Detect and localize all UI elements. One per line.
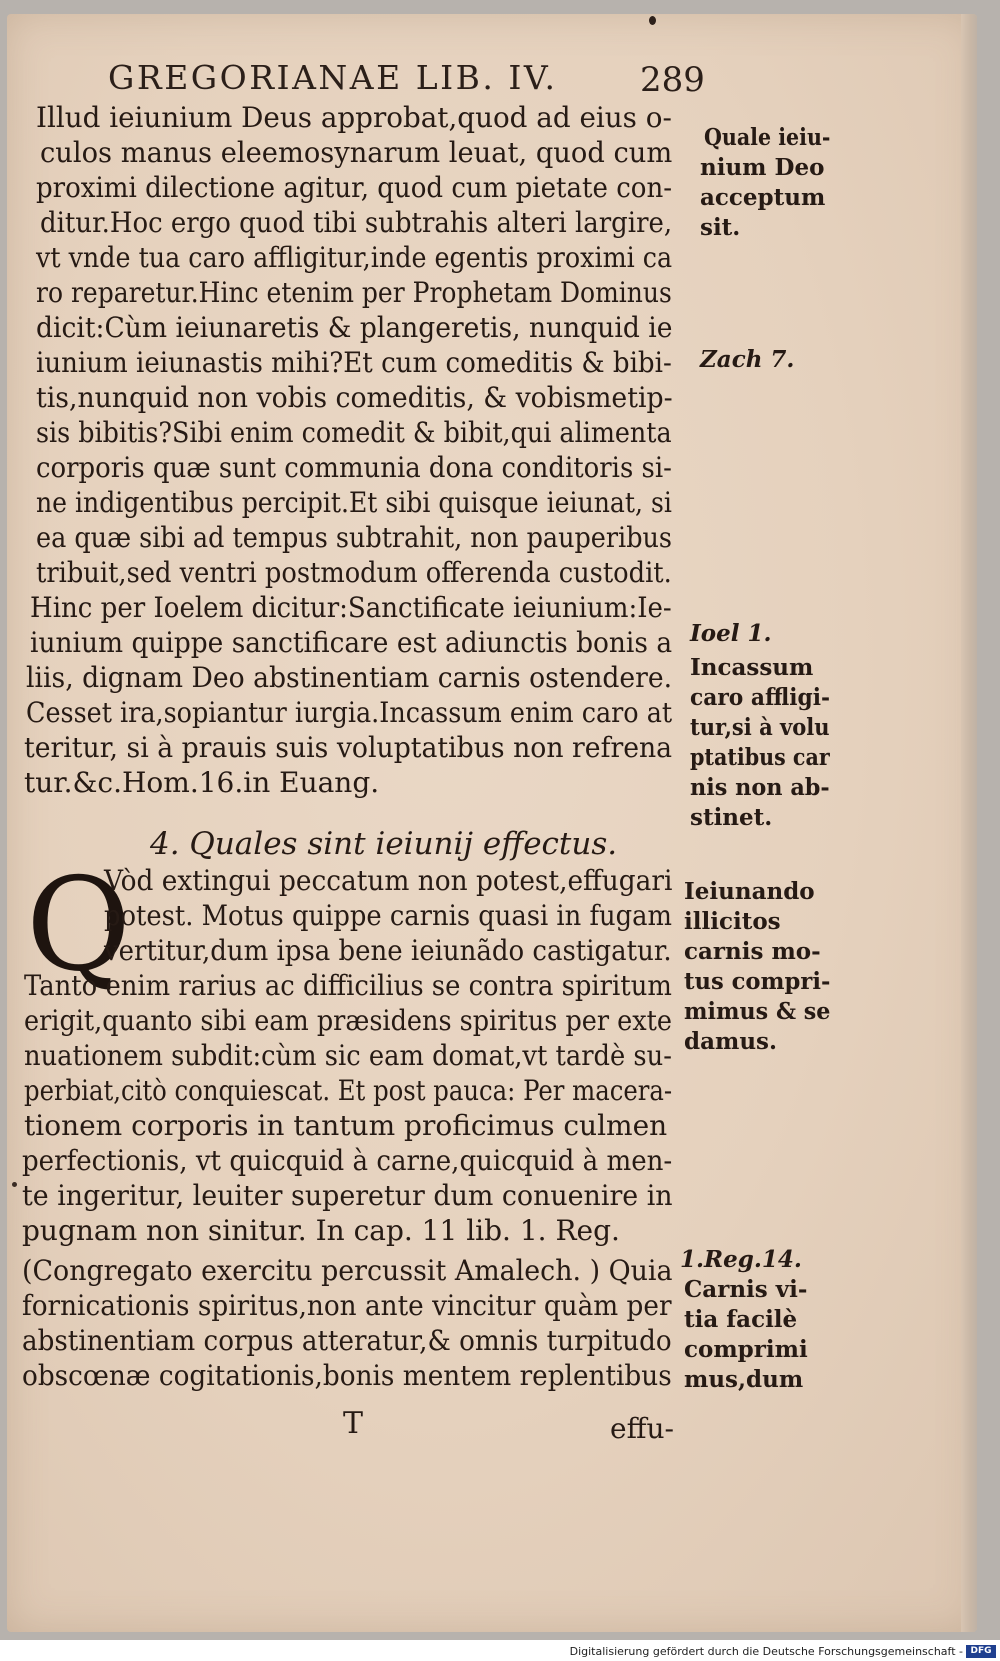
text-line: nuationem subdit:cùm sic eam domat,vt tardè su- xyxy=(24,1039,672,1072)
margin-note-line: nium Deo xyxy=(700,154,825,181)
text-line: proximi dilectione agitur, quod cum pietate con- xyxy=(36,171,673,204)
text-line: corporis quæ sunt communia dona conditoris si- xyxy=(36,451,672,484)
margin-note-line: sit. xyxy=(700,214,741,241)
margin-note-line: tus compri- xyxy=(684,968,831,995)
text-line: dicit:Cùm ieiunaretis & plangeretis, nunquid ie xyxy=(36,311,673,344)
margin-note-line: illicitos xyxy=(684,908,781,935)
margin-note-line: Ioel 1. xyxy=(690,620,772,647)
margin-note-line: ptatibus car xyxy=(690,744,830,771)
text-line: perfectionis, vt quicquid à carne,quicquid à men- xyxy=(22,1144,673,1177)
drop-cap: Q xyxy=(26,851,131,1000)
margin-note-line: damus. xyxy=(684,1028,777,1055)
margin-note-line: acceptum xyxy=(700,184,826,211)
text-line: fornicationis spiritus,non ante vincitur quàm per xyxy=(22,1289,672,1322)
margin-note-line: carnis mo- xyxy=(684,938,821,965)
text-line: sis bibitis?Sibi enim comedit & bibit,qui alimenta xyxy=(36,416,672,449)
margin-note-line: stinet. xyxy=(690,804,773,831)
text-line: te ingeritur, leuiter superetur dum conuenire in xyxy=(22,1179,673,1212)
text-line: erigit,quanto sibi eam præsidens spiritus per exte xyxy=(24,1004,673,1037)
margin-note-line: nis non ab- xyxy=(690,774,830,801)
page-edge xyxy=(961,14,977,1632)
section-heading: 4. Quales sint ieiunij effectus. xyxy=(150,826,618,862)
margin-note-line: comprimi xyxy=(684,1336,808,1363)
margin-note-line: Zach 7. xyxy=(700,346,795,373)
text-line: ne indigentibus percipit.Et sibi quisque ieiunat, si xyxy=(36,486,672,519)
margin-note-line: Incassum xyxy=(690,654,814,681)
margin-note-line: tur,si à volu xyxy=(690,714,830,741)
text-line: tur.&c.Hom.16.in Euang. xyxy=(24,766,380,799)
text-line: culos manus eleemosynarum leuat, quod cum xyxy=(40,136,673,169)
text-line: tionem corporis in tantum proficimus culmen xyxy=(24,1109,668,1142)
text-line: potest. Motus quippe carnis quasi in fugam xyxy=(104,899,672,932)
text-line: tis,nunquid non vobis comeditis, & vobismetip- xyxy=(36,381,673,414)
text-line: teritur, si à prauis suis voluptatibus non refrena xyxy=(24,731,673,764)
text-line: ro reparetur.Hinc etenim per Prophetam Dominus xyxy=(36,276,672,309)
signature-mark: T xyxy=(343,1406,364,1441)
catchword: effu- xyxy=(610,1412,674,1445)
text-line: iunium ieiunastis mihi?Et cum comeditis & bibi- xyxy=(36,346,672,379)
text-line: Hinc per Ioelem dicitur:Sanctificate ieiunium:Ie- xyxy=(30,591,672,624)
margin-note-line: tia facilè xyxy=(684,1306,798,1333)
text-line: tribuit,sed ventri postmodum offerenda custodit. xyxy=(36,556,672,589)
running-head: GREGORIANAE LIB. IV. xyxy=(108,58,558,97)
text-line: Illud ieiunium Deus approbat,quod ad eius o- xyxy=(36,101,672,134)
text-line: iunium quippe sanctificare est adiunctis bonis a xyxy=(30,626,673,659)
dfg-logo: DFG xyxy=(966,1645,996,1658)
text-line: (Congregato exercitu percussit Amalech. ) Quia xyxy=(22,1254,673,1287)
text-line: perbiat,citò conquiescat. Et post pauca: Per macera- xyxy=(24,1074,673,1107)
text-line: vt vnde tua caro affligitur,inde egentis proximi ca xyxy=(36,241,673,274)
text-line: ea quæ sibi ad tempus subtrahit, non pauperibus xyxy=(36,521,673,554)
page-number: 289 xyxy=(640,60,705,100)
margin-note-line: Ieiunando xyxy=(684,878,815,905)
text-line: liis, dignam Deo abstinentiam carnis ostendere. xyxy=(26,661,673,694)
margin-note-line: 1.Reg.14. xyxy=(680,1246,802,1273)
text-line: vertitur,dum ipsa bene ieiunãdo castigatur. xyxy=(104,934,672,967)
text-line: Vòd extingui peccatum non potest,effugari xyxy=(104,864,673,897)
text-line: ditur.Hoc ergo quod tibi subtrahis alteri largire, xyxy=(40,206,673,239)
text-line: Cesset ira,sopiantur iurgia.Incassum enim caro at xyxy=(26,696,673,729)
text-line: abstinentiam corpus atteratur,& omnis turpitudo xyxy=(22,1324,672,1357)
text-line: obscœnæ cogitationis,bonis mentem replentibus xyxy=(22,1359,672,1392)
ink-spot xyxy=(12,1182,17,1187)
margin-note-line: Quale ieiu- xyxy=(704,124,831,151)
margin-note-line: mus,dum xyxy=(684,1366,804,1393)
margin-note-line: caro affligi- xyxy=(690,684,831,711)
text-line: Tanto enim rarius ac difficilius se contra spiritum xyxy=(24,969,672,1002)
margin-note-line: mimus & se xyxy=(684,998,831,1025)
margin-note-line: Carnis vi- xyxy=(684,1276,808,1303)
funding-credit: Digitalisierung gefördert durch die Deutsche Forschungsgemeinschaft - xyxy=(569,1645,963,1658)
ink-spot xyxy=(649,16,656,25)
text-line: pugnam non sinitur. In cap. 11 lib. 1. Reg. xyxy=(22,1214,620,1247)
